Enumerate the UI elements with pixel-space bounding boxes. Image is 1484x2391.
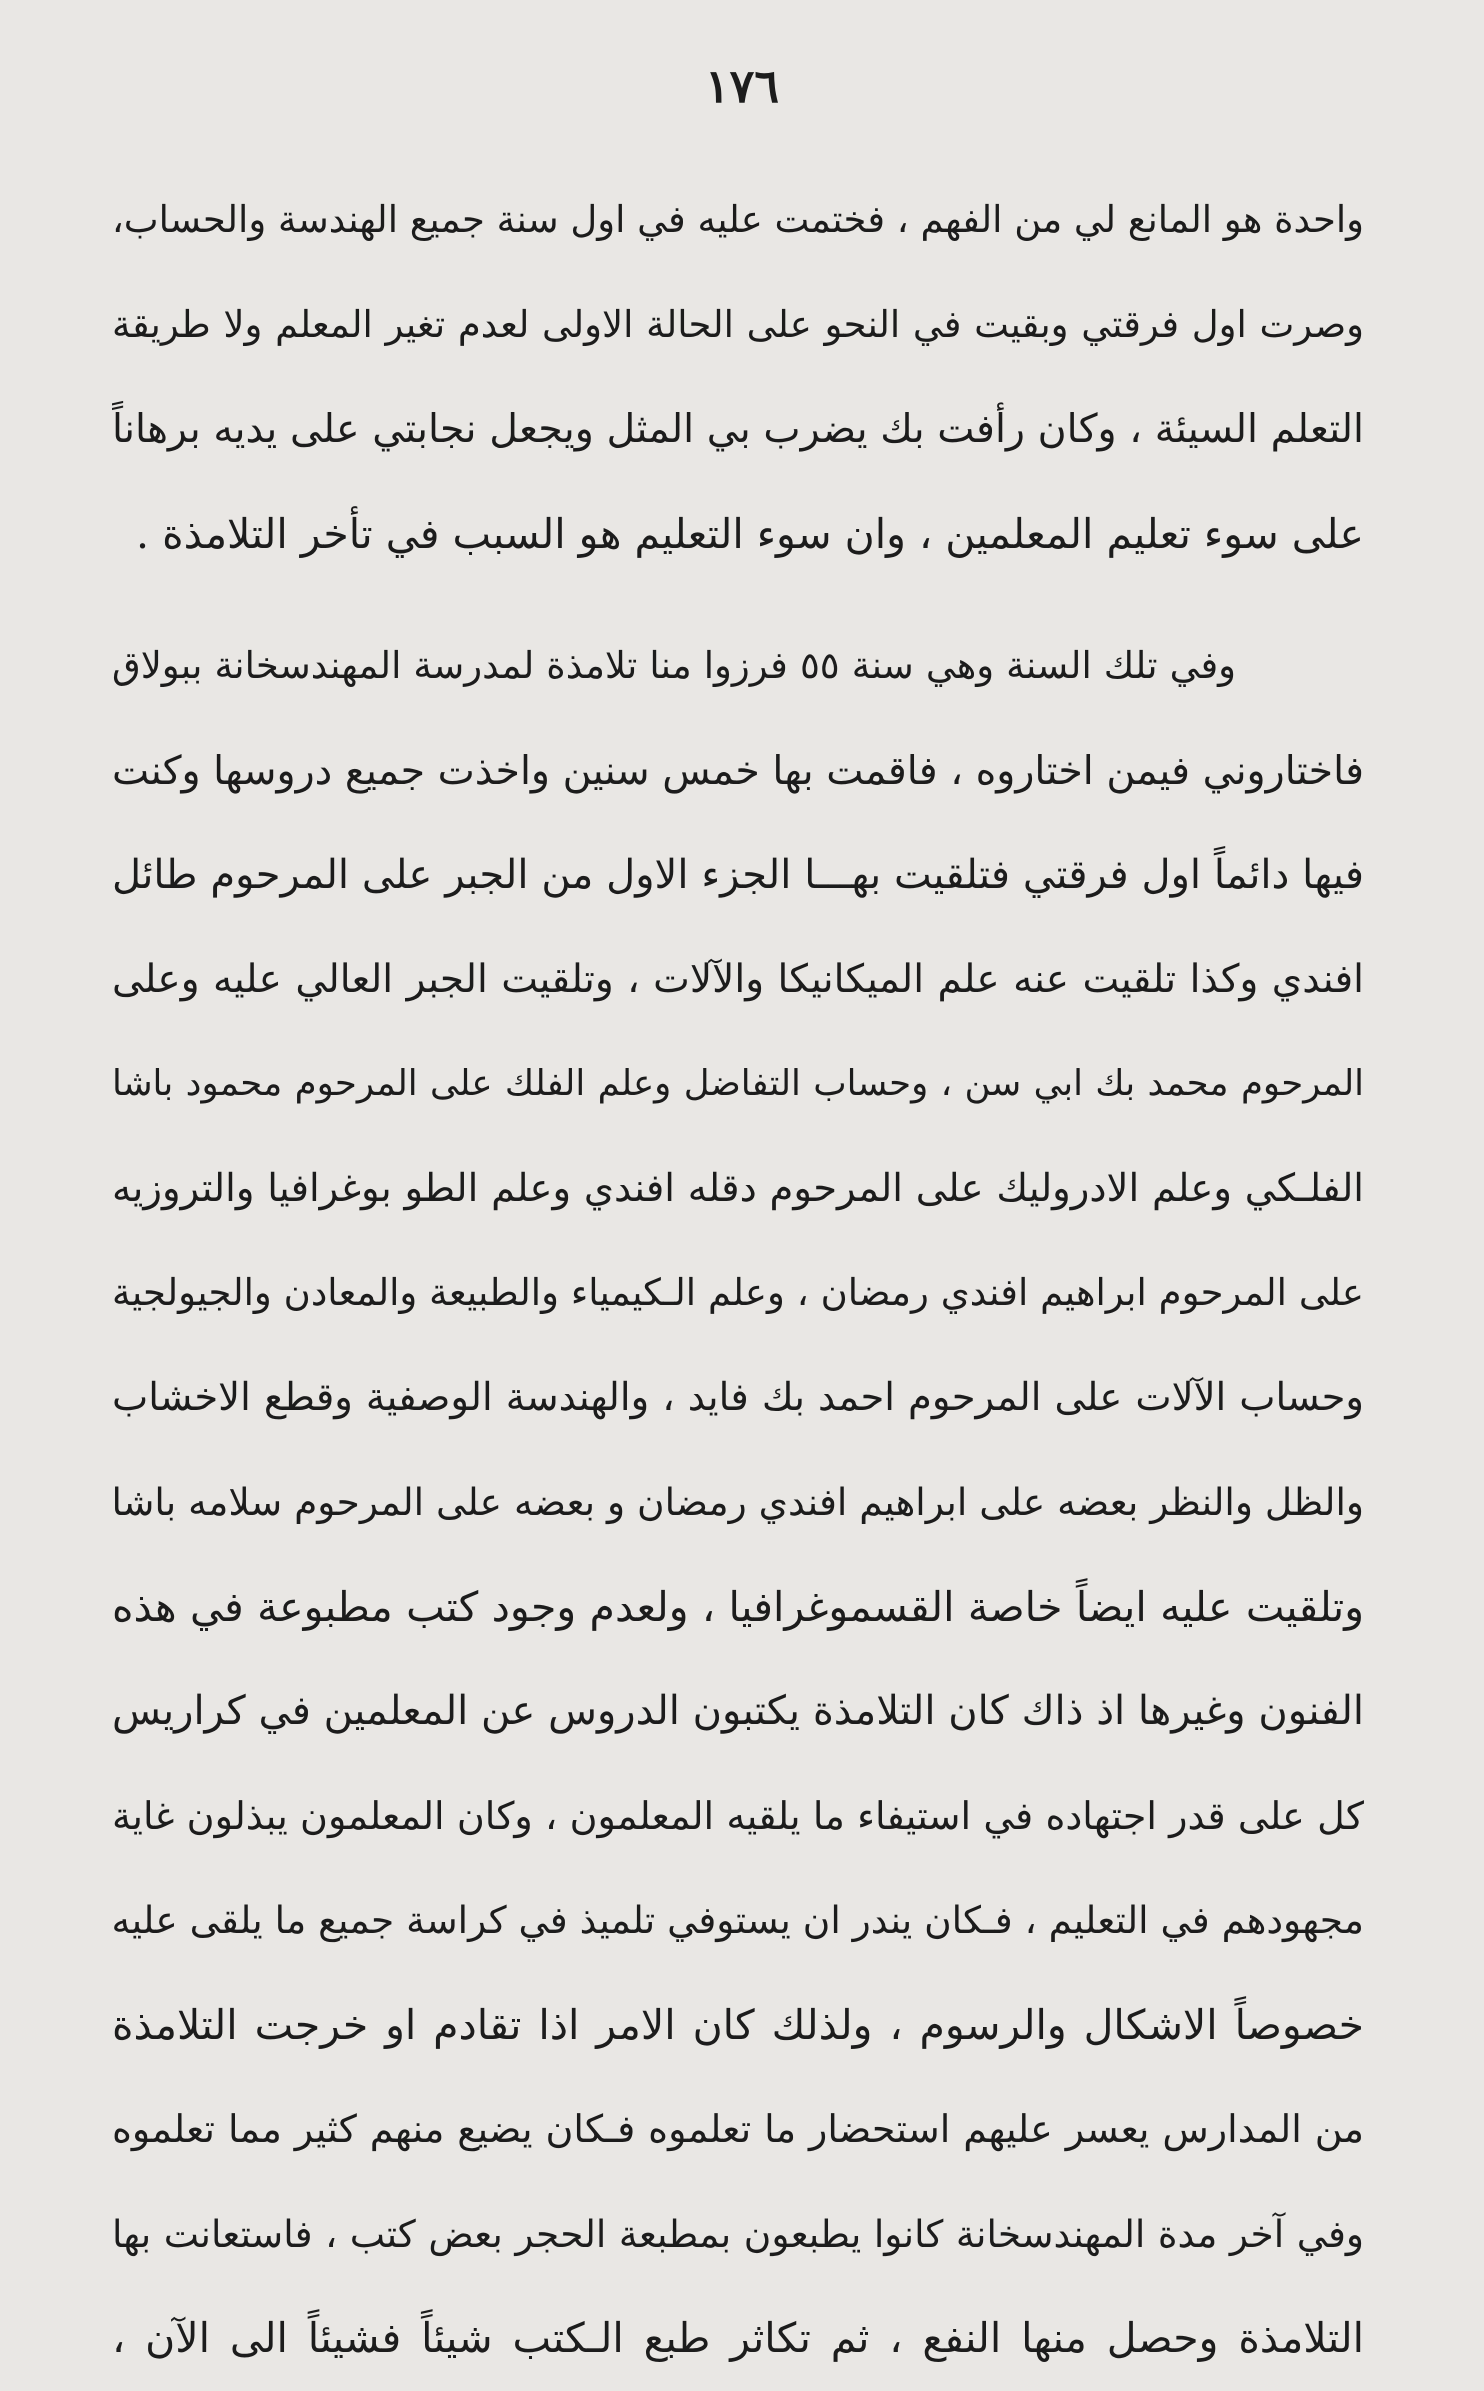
text-line: الفنون وغيرها اذ ذاك كان التلامذة يكتبون الدروس عن المعلمين في كراريس xyxy=(112,1688,1364,1734)
text-line: كل على قدر اجتهاده في استيفاء ما يلقيه المعلمون ، وكان المعلمون يبذلون غاية xyxy=(112,1793,1364,1838)
text-line: افندي وكذا تلقيت عنه علم الميكانيكا والآلات ، وتلقيت الجبر العالي عليه وعلى xyxy=(112,956,1364,1002)
text-line: التعلم السيئة ، وكان رأفت بك يضرب بي المثل ويجعل نجابتي على يديه برهاناً xyxy=(112,406,1364,452)
text-line: فيها دائماً اول فرقتي فتلقيت بهـــا الجزء الاول من الجبر على المرحوم طائل xyxy=(112,852,1364,898)
text-line: مجهودهم في التعليم ، فـكان يندر ان يستوفي تلميذ في كراسة جميع ما يلقى عليه xyxy=(112,1898,1364,1942)
text-line: وصرت اول فرقتي وبقيت في النحو على الحالة الاولى لعدم تغير المعلم ولا طريقة xyxy=(112,302,1364,346)
text-line: فاختاروني فيمن اختاروه ، فاقمت بها خمس سنين واخذت جميع دروسها وكنت xyxy=(112,747,1364,794)
text-line: وحساب الآلات على المرحوم احمد بك فايد ، والهندسة الوصفية وقطع الاخشاب xyxy=(112,1374,1364,1420)
text-line: واحدة هو المانع لي من الفهم ، فختمت عليه في اول سنة جميع الهندسة والحساب، xyxy=(112,198,1364,241)
paragraph xyxy=(112,168,1364,586)
text-line: من المدارس يعسر عليهم استحضار ما تعلموه فـكان يضيع منهم كثير مما تعلموه xyxy=(112,2107,1364,2151)
text-line: الفلـكي وعلم الادروليك على المرحوم دقله افندي وعلم الطو بوغرافيا والتروزيه xyxy=(112,1165,1364,1211)
text-line: المرحوم محمد بك ابي سن ، وحساب التفاضل وعلم الفلك على المرحوم محمود باشا xyxy=(112,1063,1364,1104)
body-text xyxy=(112,168,1364,2391)
text-line: التلامذة وحصل منها النفع ، ثم تكاثر طبع الـكتب شيئاً فشيئاً الى الآن ، xyxy=(112,2314,1364,2362)
text-line: على المرحوم ابراهيم افندي رمضان ، وعلم الـكيمياء والطبيعة والمعادن والجيولجية xyxy=(112,1271,1364,1314)
text-line: وتلقيت عليه ايضاً خاصة القسموغرافيا ، ولعدم وجود كتب مطبوعة في هذه xyxy=(112,1582,1364,1631)
text-line: والظل والنظر بعضه على ابراهيم افندي رمضان و بعضه على المرحوم سلامه باشا xyxy=(112,1480,1364,1524)
paragraph-gap xyxy=(112,586,1364,614)
text-line: على سوء تعليم المعلمين ، وان سوء التعليم هو السبب في تأخر التلامذة . xyxy=(136,509,1364,558)
text-line: وفي تلك السنة وهي سنة ٥٥ فرزوا منا تلامذة لمدرسة المهندسخانة ببولاق xyxy=(112,644,1237,687)
page-number: ١٧٦ xyxy=(704,59,780,113)
text-line: وفي آخر مدة المهندسخانة كانوا يطبعون بمطبعة الحجر بعض كتب ، فاستعانت بها xyxy=(112,2211,1364,2256)
text-line: خصوصاً الاشكال والرسوم ، ولذلك كان الامر اذا تقادم او خرجت التلامذة xyxy=(112,2000,1364,2049)
paragraph xyxy=(112,614,1364,2391)
